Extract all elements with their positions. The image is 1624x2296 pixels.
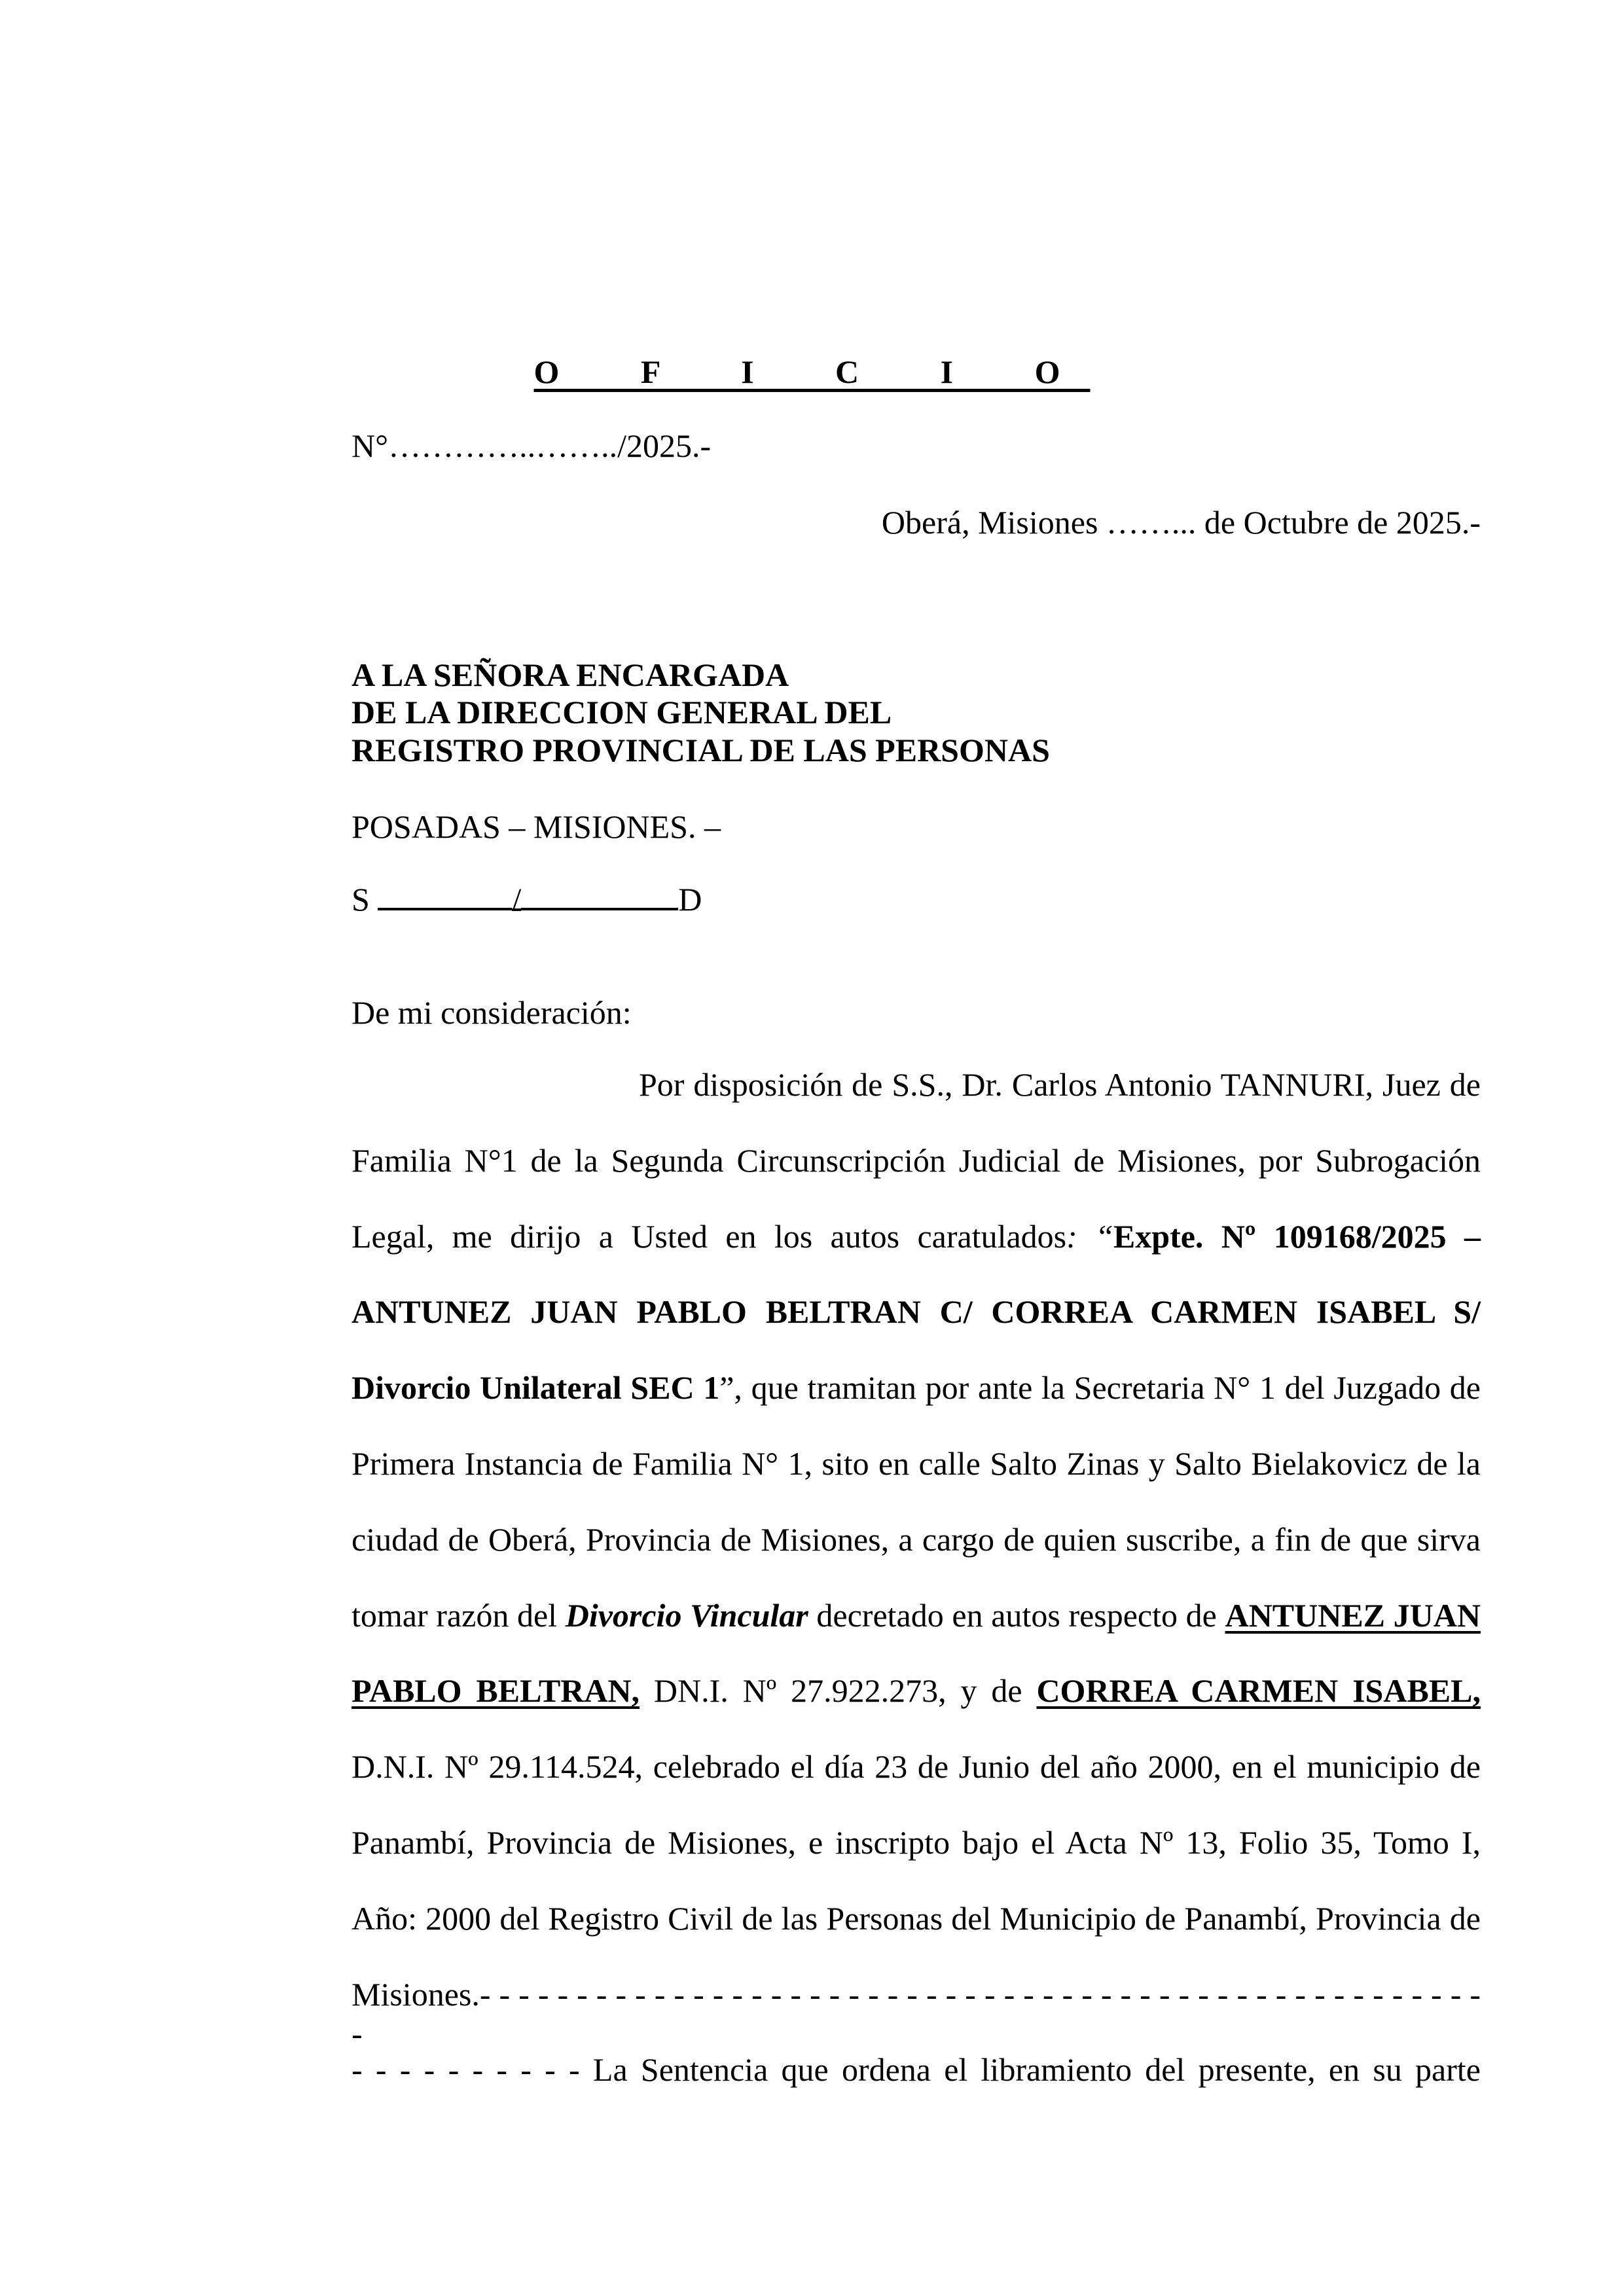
body-text: : “ — [1066, 1217, 1113, 1255]
sd-underline — [521, 879, 678, 910]
emphasis-text: ANTUNEZ JUAN PABLO BELTRAN C/ CORREA CARMEN ISABEL S/ — [352, 1293, 1481, 1331]
sd-underline — [378, 879, 512, 910]
body-line — [352, 1671, 1481, 1710]
sd-d: D — [678, 881, 702, 918]
emphasis-text: Expte. Nº 109168/2025 – — [1113, 1217, 1481, 1255]
body-text: Primera Instancia de Familia N° 1, sito en calle Salto Zinas y Salto Bielakovicz de la — [352, 1445, 1481, 1482]
recipient-line: A LA SEÑORA ENCARGADA — [352, 656, 789, 693]
body-line — [352, 1747, 1481, 1786]
body-line — [352, 1596, 1481, 1635]
body-line — [352, 1823, 1481, 1862]
recipient-line: REGISTRO PROVINCIAL DE LAS PERSONAS — [352, 732, 1050, 768]
body-text: ”, que tramitan por ante la Secretaria N° 1 del Juzgado de — [719, 1369, 1481, 1407]
body-text: Año: 2000 del Registro Civil de las Personas del Municipio de Panambí, Provincia de — [352, 1899, 1481, 1937]
party-name: ANTUNEZ JUAN — [1225, 1596, 1481, 1634]
recipient-city: POSADAS – MISIONES. – — [352, 808, 721, 845]
party-name: PABLO BELTRAN, — [352, 1672, 640, 1710]
body-line — [352, 1520, 1481, 1559]
body-text: D.N.I. Nº 29.114.524, celebrado el día 23 de Junio del año 2000, en el municipio de — [352, 1748, 1481, 1785]
body-text: Familia N°1 de la Segunda Circunscripción Judicial de Misiones, por Subrogación — [352, 1141, 1481, 1179]
place-date: Oberá, Misiones ……... de Octubre de 2025.- — [881, 504, 1481, 541]
body-text: Legal, me dirijo a Usted en los autos caratulados — [352, 1217, 1067, 1255]
body-line — [352, 2050, 1481, 2089]
body-text: decretado en autos respecto de — [808, 1596, 1225, 1634]
recipient-line: DE LA DIRECCION GENERAL DEL — [352, 694, 892, 730]
party-name: CORREA CARMEN ISABEL, — [1036, 1672, 1481, 1710]
emphasis-text: Divorcio Unilateral SEC 1 — [352, 1369, 720, 1407]
document-title — [0, 352, 1624, 391]
body-line — [352, 1368, 1481, 1407]
body-text: tomar razón del — [352, 1596, 566, 1634]
sd-slash: / — [512, 881, 522, 918]
document-title-text: O F I C I O — [533, 353, 1091, 390]
body-line — [352, 1141, 1481, 1180]
body-text: ciudad de Oberá, Provincia de Misiones, a cargo de quien suscribe, a fin de que sirva — [352, 1520, 1481, 1558]
body-text: Misiones.- - - - - - - - - - - - - - - - - - - - - - - - - - - - - - - - - - - - - - - - - - - - - - - - - - - - - — [352, 1975, 1481, 2052]
body-text: Panambí, Provincia de Misiones, e inscripto bajo el Acta Nº 13, Folio 35, Tomo I, — [352, 1824, 1481, 1861]
body-line — [352, 1292, 1481, 1331]
salutation: De mi consideración: — [352, 994, 632, 1031]
body-line — [352, 1444, 1481, 1483]
body-text: Por disposición de S.S., Dr. Carlos Antonio TANNURI, Juez de — [639, 1066, 1481, 1103]
body-text: DN.I. Nº 27.922.273, y de — [640, 1672, 1037, 1710]
body-line — [352, 1975, 1481, 2053]
body-text: - - - - - - - - - - La Sentencia que ordena el libramiento del presente, en su parte — [352, 2051, 1481, 2089]
sd-s: S — [352, 881, 370, 918]
su-despacho — [352, 879, 1481, 919]
oficio-number: N°…………..……../2025.- — [352, 427, 712, 464]
emphasis-text: Divorcio Vincular — [565, 1596, 808, 1634]
body-line — [352, 1899, 1481, 1938]
body-line — [352, 1217, 1481, 1256]
body-line — [639, 1065, 1481, 1104]
